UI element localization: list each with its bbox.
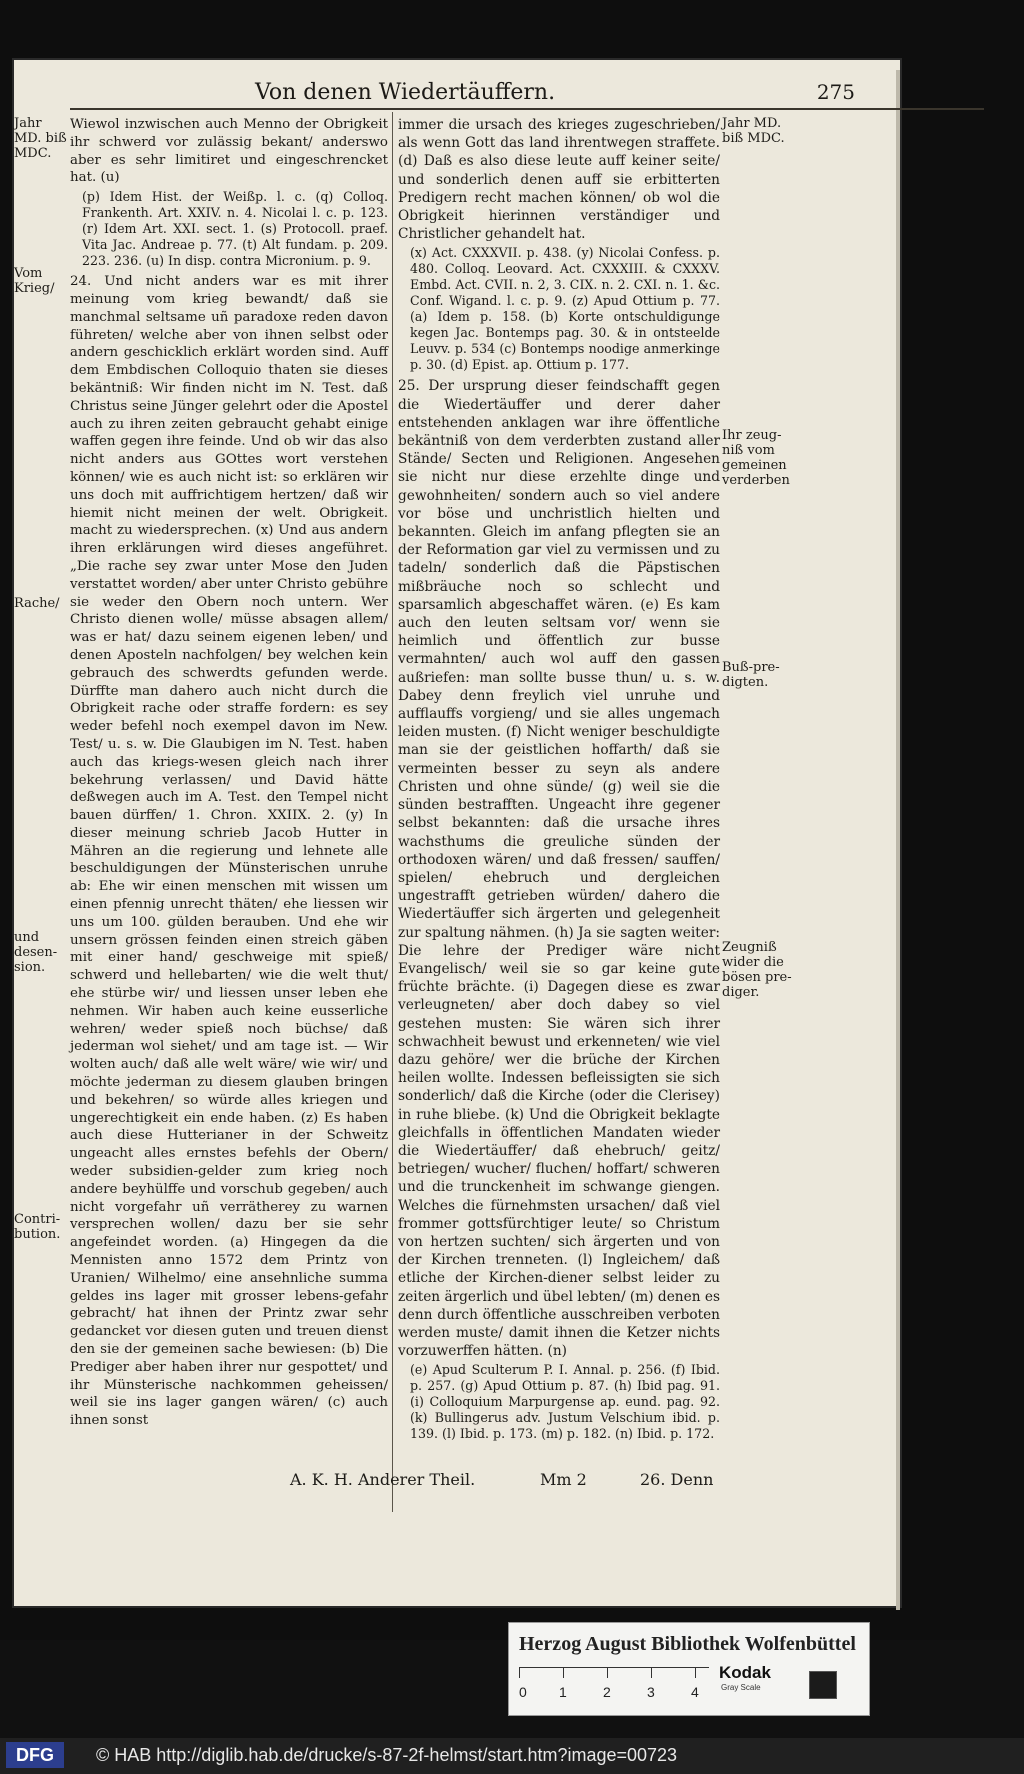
source-link[interactable]: © HAB http://diglib.hab.de/drucke/s-87-2f-helmst/start.htm?image=00723 xyxy=(96,1745,678,1765)
page-number: 275 xyxy=(816,80,855,104)
header-rule xyxy=(70,108,984,110)
gray-scale-label: Gray Scale xyxy=(721,1683,761,1692)
margin-note-left: und desen-sion. xyxy=(14,930,58,975)
library-color-card xyxy=(508,1622,870,1716)
margin-note-right: Jahr MD. biß MDC. xyxy=(722,116,785,146)
scale-tick xyxy=(519,1668,520,1678)
library-name: Herzog August Bibliothek Wolfenbüttel xyxy=(519,1633,856,1655)
margin-note-left: Jahr MD. biß MDC. xyxy=(14,116,67,161)
paragraph: Wiewol inzwischen auch Menno der Obrigkeit ihr schwerd vor zulässig bekant/ anderswo aber es sehr limitiret und eingeschrencket hat. (u) xyxy=(70,117,388,186)
paragraph: 24. Und nicht anders war es mit ihrer meinung vom krieg bewandt/ daß sie manchmal seltsame uñ paradoxe reden davon führeten/ welche aber von ihnen selbst oder andern geschicklich erklärt worden sind. Auff dem Embdischen Colloquio thaten sie dieses bekäntniß: Wir finden nicht im N. Test. daß Christus seine Jünger gelehrt oder die Apostel auch zu ihren zeiten gebraucht gehabt einige waffen gegen ihre feinde. Und ob wir das also nicht anders aus GOttes wort verstehen können/ wie es auch nicht ist: so erklären wir uns doch mit auffrichtigem hertzen/ daß wir hiemit nicht meinen der welt. Obrigkeit. macht zu wiedersprechen. (x) Und aus andern ihren erklärungen wird dieses angeführet. „Die rache sey zwar unter Mose den Juden verstattet worden/ aber unter Christo gebühre sie weder den Obern noch untern. Wer Christo dienen wolle/ müsse absagen allem/ was er hat/ dazu seinem eigenen leben/ und denen Aposteln nachfolgen/ bey welchen kein gebrauch des schwerdts gefunden werde. Dürffte man dahero auch nicht durch die Obrigkeit rache oder straffe fordern: es sey weder befehl noch exempel davon im New. Test/ u. s. w. Die Glaubigen im N. Test. haben auch das kriegs-wesen gleich nach ihrer bekehrung verlassen/ und David hätte deßwegen auch im A. Test. den Tempel nicht bauen dürffen/ 1. Chron. XXIIX. 2. (y) In dieser meinung schrieb Jacob Hutter in Mähren an die regierung und lehnete alle beschuldigungen der Münsterischen unruhe ab: Ehe wir einen menschen mit wissen um einen pfennig unrecht thäten/ ehe liessen wir uns um 100. gülden berauben. Und ehe wir unsern grössen feinden einen streich gäben mit einer hand/ geschweige mit spieß/ schwerd und hellebarten/ wie die welt thut/ ehe stürbe wir/ und liessen unser leben ehe nehmen. Wir haben auch keine eusserliche wehren/ weder spieß noch büchse/ daß jederman wol siehet/ und am tage ist. — Wir wolten auch/ daß alle welt wäre/ wie wir/ und möchte jederman zu diesem glauben bringen und bekehren/ so würde alles kriegen und ungerechtigkeit ein ende haben. (z) Es haben auch diese Hutterianer in der Schweitz ungeacht alles ernstes befehls der Obern/ weder subsidien-gelder zum krieg noch andere beyhülffe und vorschub gegeben/ auch nicht vorgefahr uñ verrätherey zu warnen versprechen wollen/ dazu ber sie sehr angefeindet worden. (a) Hingegen da die Mennisten anno 1572 dem Printz von Uranien/ Wilhelmo/ eine ansehnliche summa geldes ins lager mit grosser lebens-gefahr gebracht/ hat ihnen der Printz zwar sehr gedancket vor diesen guten und treuen dienst den sie der gemeinen sache bewiesen: (b) Die Prediger aber haben ihrer nur gespottet/ und ihr Münsterische nachkommen geheissen/ weil sie ins lager gangen wären/ (c) auch ihnen sonst xyxy=(70,274,388,1429)
scale-label: 2 xyxy=(603,1684,611,1700)
paragraph: 25. Der ursprung dieser feindschafft gegen die Wiedertäuffer und derer daher entstehenden anklagen war ihre öffentliche bekäntniß von dem verderbten zustand aller Stände/ Secten und Religionen. Angesehen sie nicht nur diese erzehlte dinge und gewohnheiten/ sondern auch so viel andere vor böse und unchristlich hielten und bekannten. Gleich im anfang pflegten sie an der Reformation gar viel zu vermissen und zu tadeln/ sonderlich daß die Päpstischen mißbräuche noch so schlecht und sparsamlich abgeschaffet wären. (e) Es kam auch den leuten seltsam vor/ wenn sie heimlich und öffentlich zur busse vermahnten/ auch wol auff den gassen außriefen: man sollte busse thun/ u. s. w. Dabey denn freylich viel unruhe und aufflauffs vorgieng/ und sie alles ungemach leiden musten. (f) Nicht weniger beschuldigte man sie der geistlichen hoffarth/ daß sie vermeinten besser zu seyn als andere Christen und ohne sünde/ (g) weil sie die sünden bestrafften. Ungeacht ihre gegener selbst bekannten: daß die ursache ihres wachsthums die greuliche sünden der orthodoxen wären/ und daß fressen/ sauffen/ spielen/ ehebruch und dergleichen ungestrafft getrieben würden/ dahero die Wiedertäuffer sich ärgerten und gelegenheit zur spaltung nähmen. (h) Ja sie sagten weiter: Die lehre der Prediger wäre nicht Evangelisch/ weil sie so gar keine gute früchte brächte. (i) Dagegen diese es zwar verleugneten/ aber doch dabey so viel gestehen musten: Sie wären sich ihrer schwachheit bewust und erkenneten/ wie viel dazu gehöre/ wer die brüche der Kirchen heilen wollte. Indessen befleissigten sie sich sonderlich/ daß die Kirche (oder die Clerisey) in ruhe bliebe. (k) Und die Obrigkeit beklagte gleichfalls in öffentlichen Mandaten wieder die Wiedertäuffer/ daß ehebruch/ geitz/ betriegen/ wucher/ fluchen/ hoffart/ schweren und die trunckenheit im schwange giengen. Welches die fürnehmsten ursachen/ daß viel frommer gottsfürchtiger leute/ so Christum von hertzen suchten/ sich ärgerten und von der Kirchen trenneten. (l) Ingleichem/ daß etliche der Kirchen-diener selbst leider zu zeiten ärgerlich und übel lebten/ (m) denen es denn durch öffentliche ausschreiben verboten werden muste/ damit ihnen die Ketzer nichts vorzuwerffen hätten. (n) xyxy=(398,378,720,1360)
dfg-logo[interactable]: DFG xyxy=(6,1742,64,1768)
scale-label: 1 xyxy=(559,1684,567,1700)
gray-swatch xyxy=(809,1671,837,1699)
kodak-logo: Kodak xyxy=(719,1663,771,1682)
signature-mark: Mm 2 xyxy=(540,1470,587,1489)
scale-label: 0 xyxy=(519,1684,527,1700)
scale-label: 3 xyxy=(647,1684,655,1700)
margin-note-left: Vom Krieg/ xyxy=(14,266,55,296)
scale-tick xyxy=(651,1668,652,1678)
text-column-left xyxy=(70,116,388,1431)
ruler-scale xyxy=(519,1667,709,1706)
signature-left: A. K. H. Anderer Theil. xyxy=(290,1470,476,1489)
margin-note-right: Buß-pre-digten. xyxy=(722,660,780,690)
margin-note-left: Rache/ xyxy=(14,596,60,611)
scale-tick xyxy=(563,1668,564,1678)
page-signature-line xyxy=(290,1470,720,1489)
footnote-block: (x) Act. CXXXVII. p. 438. (y) Nicolai Confess. p. 480. Colloq. Leovard. Act. CXXXIII. & CXXXV. Embd. Act. CVII. n. 2, 3. CIX. n. 2. CXI. n. 1. &c. Conf. Wigand. l. c. p. 9. (z) Apud Ottium p. 77. (a) Idem p. 158. (b) Korte ontschuldigunge kegen Jac. Bontemps pag. 30. & in ontsteelde Leuvv. p. 534 (c) Bontemps noodige anmerkinge p. 30. (d) Epist. ap. Ottium p. 177. xyxy=(410,245,720,373)
scale-tick xyxy=(695,1668,696,1678)
page-edge xyxy=(896,70,900,1610)
running-head xyxy=(255,80,855,105)
footnote-block: (e) Apud Sculterum P. I. Annal. p. 256. (f) Ibid. p. 257. (g) Apud Ottium p. 87. (h) Ibid pag. 91. (i) Colloquium Marpurgense ap. eund. pag. 92. (k) Bullingerus adv. Justum Velschium ibid. p. 139. (l) Ibid. p. 173. (m) p. 182. (n) Ibid. p. 172. xyxy=(410,1362,720,1442)
text-column-right xyxy=(398,116,720,1446)
catchword: 26. Denn xyxy=(640,1470,714,1489)
scale-tick xyxy=(607,1668,608,1678)
margin-note-left: Contri-bution. xyxy=(14,1212,61,1242)
running-title: Von denen Wiedertäuffern. xyxy=(255,80,556,105)
viewer-footer xyxy=(0,1738,1024,1774)
scale-label: 4 xyxy=(691,1684,699,1700)
margin-note-right: Zeugniß wider die bösen pre-diger. xyxy=(722,940,792,1000)
column-divider xyxy=(392,112,393,1512)
paragraph: immer die ursach des krieges zugeschrieben/ als wenn Gott das land ihrentwegen straffete. (d) Daß es also diese leute auff keiner seite/ und sonderlich denen auff sie erbitterten Predigern recht machen können/ ob wol die Obrigkeit hierinnen verständiger und Christlicher gehandelt hat. xyxy=(398,117,720,243)
footnote-block: (p) Idem Hist. der Weißp. l. c. (q) Colloq. Frankenth. Art. XXIV. n. 4. Nicolai l. c. p. 123. (r) Idem Art. XXI. sect. 1. (s) Protocoll. praef. Vita Jac. Andreae p. 77. (t) Alt fundam. p. 209. 223. 236. (u) In disp. contra Micronium. p. 9. xyxy=(82,189,388,269)
margin-note-right: Ihr zeug-niß vom gemeinen verderben xyxy=(722,428,790,488)
